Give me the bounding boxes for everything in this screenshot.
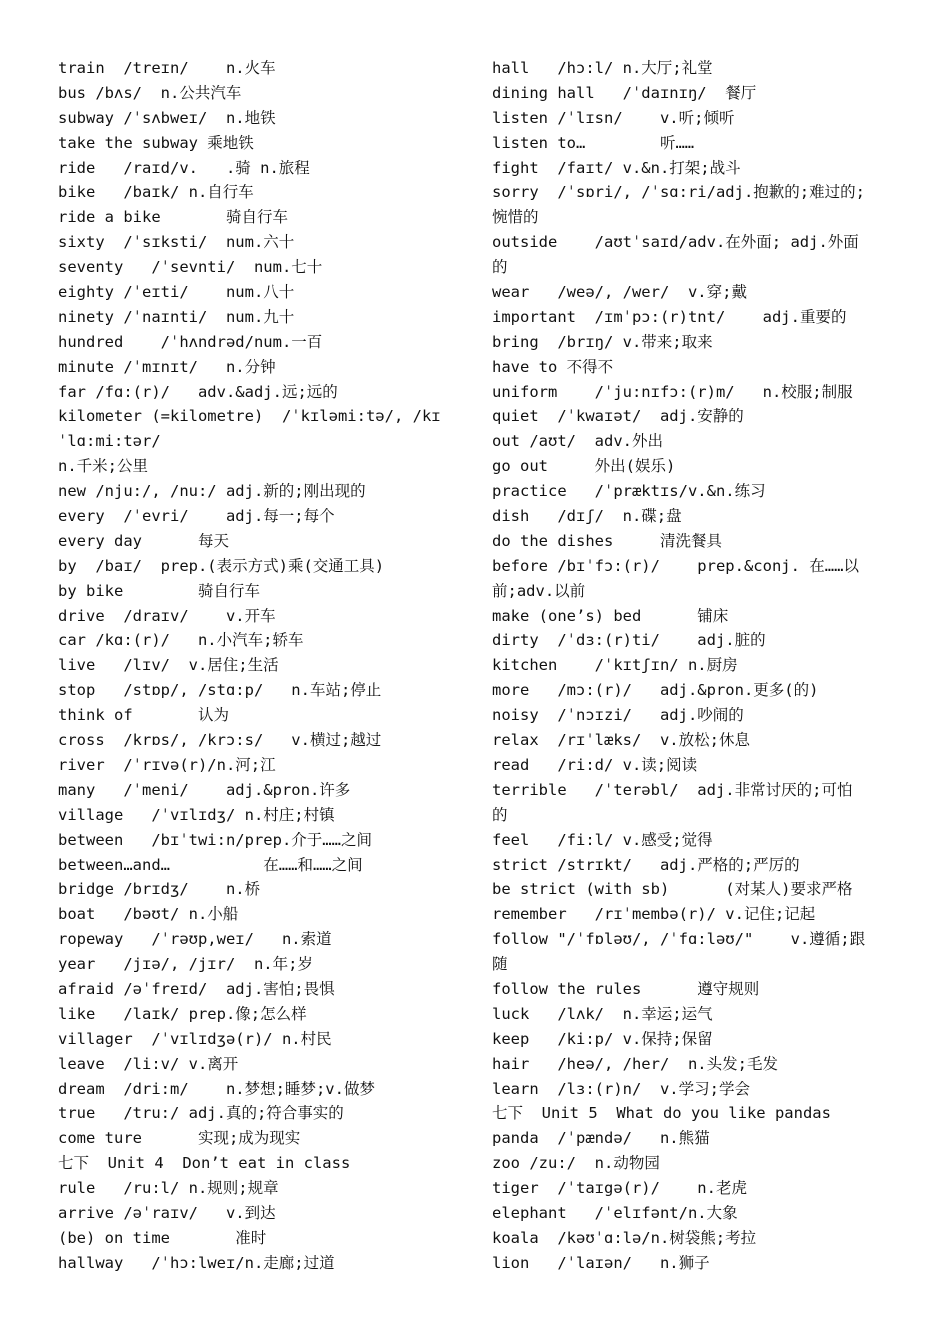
- vocabulary-line: bike /baɪk/ n.自行车: [58, 183, 254, 202]
- vocabulary-line: lion /ˈlaɪən/ n.狮子: [492, 1253, 710, 1272]
- vocabulary-line: every day 每天: [58, 531, 229, 550]
- vocabulary-line: ropeway /ˈrəʊp,weɪ/ n.索道: [58, 930, 332, 949]
- vocabulary-line: by bike 骑自行车: [58, 581, 260, 600]
- vocabulary-line: outside /aʊtˈsaɪd/adv.在外面; adj.外面: [492, 233, 859, 252]
- vocabulary-line: dish /dɪʃ/ n.碟;盘: [492, 507, 682, 526]
- vocabulary-line: keep /ki:p/ v.保持;保留: [492, 1029, 713, 1048]
- vocabulary-line: like /laɪk/ prep.像;怎么样: [58, 1004, 307, 1023]
- vocabulary-line: relax /rɪˈlæks/ v.放松;休息: [492, 731, 750, 750]
- vocabulary-line: between /bɪˈtwi:n/prep.介于……之间: [58, 830, 372, 849]
- vocabulary-line: feel /fi:l/ v.感受;觉得: [492, 830, 713, 849]
- vocabulary-line: year /jɪə/, /jɪr/ n.年;岁: [58, 955, 313, 974]
- vocabulary-line: arrive /əˈraɪv/ v.到达: [58, 1203, 276, 1222]
- vocabulary-line: far /fɑ:(r)/ adv.&adj.远;远的: [58, 382, 338, 401]
- vocabulary-line: remember /rɪˈmembə(r)/ v.记住;记起: [492, 905, 816, 924]
- unit-heading: 七下 Unit 5 What do you like pandas: [492, 1104, 831, 1123]
- vocabulary-line: bridge /brɪdʒ/ n.桥: [58, 880, 261, 899]
- vocabulary-line: zoo /zu:/ n.动物园: [492, 1154, 660, 1173]
- vocabulary-line: boat /bəʊt/ n.小船: [58, 905, 239, 924]
- vocabulary-line: listen to… 听……: [492, 133, 695, 152]
- vocabulary-line: 前;adv.以前: [492, 581, 586, 600]
- vocabulary-line: ride a bike 骑自行车: [58, 208, 288, 227]
- vocabulary-line: out /aʊt/ adv.外出: [492, 432, 663, 451]
- vocabulary-line: stop /stɒp/, /stɑ:p/ n.车站;停止: [58, 681, 382, 700]
- vocabulary-line: strict /strɪkt/ adj.严格的;严厉的: [492, 855, 800, 874]
- vocabulary-line: eighty /ˈeɪti/ num.八十: [58, 283, 295, 302]
- vocabulary-line: uniform /ˈju:nɪfɔ:(r)m/ n.校服;制服: [492, 382, 853, 401]
- vocabulary-line: new /nju:/, /nu:/ adj.新的;刚出现的: [58, 482, 366, 501]
- vocabulary-line: ˈlɑ:mi:tər/: [58, 432, 161, 451]
- vocabulary-line: listen /ˈlɪsn/ v.听;倾听: [492, 108, 735, 127]
- vocabulary-line: river /ˈrɪvə(r)/n.河;江: [58, 755, 276, 774]
- vocabulary-line: follow "/ˈfɒləʊ/, /ˈfɑ:ləʊ/" v.遵循;跟: [492, 930, 866, 949]
- vocabulary-line: leave /li:v/ v.离开: [58, 1054, 239, 1073]
- vocabulary-line: many /ˈmeni/ adj.&pron.许多: [58, 780, 351, 799]
- vocabulary-line: n.千米;公里: [58, 457, 148, 476]
- vocabulary-line: cross /krɒs/, /krɔ:s/ v.横过;越过: [58, 731, 382, 750]
- vocabulary-line: kilometer (=kilometre) /ˈkɪləmi:tə/, /kɪ: [58, 407, 441, 426]
- vocabulary-line: afraid /əˈfreɪd/ adj.害怕;畏惧: [58, 979, 335, 998]
- vocabulary-line: do the dishes 清洗餐具: [492, 531, 722, 550]
- vocabulary-line: rule /ru:l/ n.规则;规章: [58, 1179, 279, 1198]
- vocabulary-line: important /ɪmˈpɔ:(r)tnt/ adj.重要的: [492, 307, 847, 326]
- vocabulary-line: subway /ˈsʌbweɪ/ n.地铁: [58, 108, 276, 127]
- vocabulary-line: go out 外出(娱乐): [492, 457, 676, 476]
- vocabulary-line: elephant /ˈelɪfənt/n.大象: [492, 1203, 738, 1222]
- vocabulary-line: luck /lʌk/ n.幸运;运气: [492, 1004, 713, 1023]
- vocabulary-line: before /bɪˈfɔ:(r)/ prep.&conj. 在……以: [492, 556, 859, 575]
- vocabulary-line: wear /weə/, /wer/ v.穿;戴: [492, 283, 747, 302]
- vocabulary-line: terrible /ˈterəbl/ adj.非常讨厌的;可怕: [492, 780, 853, 799]
- vocabulary-line: between…and… 在……和……之间: [58, 855, 363, 874]
- vocabulary-line: train /treɪn/ n.火车: [58, 59, 276, 77]
- vocabulary-line: minute /ˈmɪnɪt/ n.分钟: [58, 357, 276, 376]
- vocabulary-line: read /ri:d/ v.读;阅读: [492, 755, 698, 774]
- vocabulary-line: 的: [492, 805, 508, 824]
- vocabulary-line: fight /faɪt/ v.&n.打架;战斗: [492, 158, 741, 177]
- vocabulary-line: sorry /ˈsɒri/, /ˈsɑ:ri/adj.抱歉的;难过的;: [492, 183, 865, 202]
- vocabulary-line: dining hall /ˈdaɪnɪŋ/ 餐厅: [492, 83, 757, 102]
- vocabulary-line: car /kɑ:(r)/ n.小汽车;轿车: [58, 631, 304, 650]
- vocabulary-line: 随: [492, 955, 508, 974]
- vocabulary-line: 惋惜的: [492, 208, 539, 227]
- vocabulary-line: hallway /ˈhɔ:lweɪ/n.走廊;过道: [58, 1253, 335, 1272]
- vocabulary-line: hall /hɔ:l/ n.大厅;礼堂: [492, 59, 713, 77]
- vocabulary-line: quiet /ˈkwaɪət/ adj.安静的: [492, 407, 744, 426]
- vocabulary-line: hundred /ˈhʌndrəd/num.一百: [58, 332, 323, 351]
- vocabulary-line: take the subway 乘地铁: [58, 133, 254, 152]
- vocabulary-line: hair /heə/, /her/ n.头发;毛发: [492, 1054, 778, 1073]
- vocabulary-line: sixty /ˈsɪksti/ num.六十: [58, 233, 295, 252]
- vocabulary-line: village /ˈvɪlɪdʒ/ n.村庄;村镇: [58, 805, 335, 824]
- vocabulary-line: 的: [492, 258, 508, 277]
- vocabulary-line: by /baɪ/ prep.(表示方式)乘(交通工具): [58, 556, 385, 575]
- vocabulary-line: bus /bʌs/ n.公共汽车: [58, 83, 242, 102]
- vocabulary-line: koala /kəʊˈɑ:lə/n.树袋熊;考拉: [492, 1228, 757, 1247]
- unit-heading: 七下 Unit 4 Don’t eat in class: [58, 1154, 351, 1173]
- vocabulary-line: practice /ˈpræktɪs/v.&n.练习: [492, 482, 766, 501]
- vocabulary-line: noisy /ˈnɔɪzi/ adj.吵闹的: [492, 706, 744, 725]
- vocabulary-column-right: [492, 56, 902, 1276]
- vocabulary-line: true /tru:/ adj.真的;符合事实的: [58, 1104, 344, 1123]
- vocabulary-line: ninety /ˈnaɪnti/ num.九十: [58, 307, 295, 326]
- vocabulary-line: villager /ˈvɪlɪdʒə(r)/ n.村民: [58, 1029, 332, 1048]
- vocabulary-line: more /mɔ:(r)/ adj.&pron.更多(的): [492, 681, 819, 700]
- vocabulary-line: follow the rules 遵守规则: [492, 979, 760, 998]
- vocabulary-line: panda /ˈpændə/ n.熊猫: [492, 1129, 710, 1148]
- vocabulary-line: dream /dri:m/ n.梦想;睡梦;v.做梦: [58, 1079, 375, 1098]
- vocabulary-line: have to 不得不: [492, 357, 614, 376]
- vocabulary-column-left: [58, 56, 458, 1276]
- vocabulary-line: dirty /ˈdɜ:(r)ti/ adj.脏的: [492, 631, 766, 650]
- vocabulary-line: bring /brɪŋ/ v.带来;取来: [492, 332, 713, 351]
- vocabulary-line: be strict (with sb) (对某人)要求严格: [492, 880, 853, 899]
- vocabulary-line: live /lɪv/ v.居住;生活: [58, 656, 279, 675]
- vocabulary-line: come ture 实现;成为现实: [58, 1129, 301, 1148]
- vocabulary-line: make (one’s) bed 铺床: [492, 606, 729, 625]
- vocabulary-line: (be) on time 准时: [58, 1228, 267, 1247]
- vocabulary-line: think of 认为: [58, 706, 229, 725]
- vocabulary-line: tiger /ˈtaɪgə(r)/ n.老虎: [492, 1179, 747, 1198]
- vocabulary-line: ride /raɪd/v. .骑 n.旅程: [58, 158, 310, 177]
- vocabulary-line: drive /draɪv/ v.开车: [58, 606, 276, 625]
- vocabulary-line: seventy /ˈsevnti/ num.七十: [58, 258, 323, 277]
- vocabulary-line: learn /lɜ:(r)n/ v.学习;学会: [492, 1079, 750, 1098]
- vocabulary-line: every /ˈevri/ adj.每一;每个: [58, 507, 335, 526]
- vocabulary-line: kitchen /ˈkɪtʃɪn/ n.厨房: [492, 656, 738, 675]
